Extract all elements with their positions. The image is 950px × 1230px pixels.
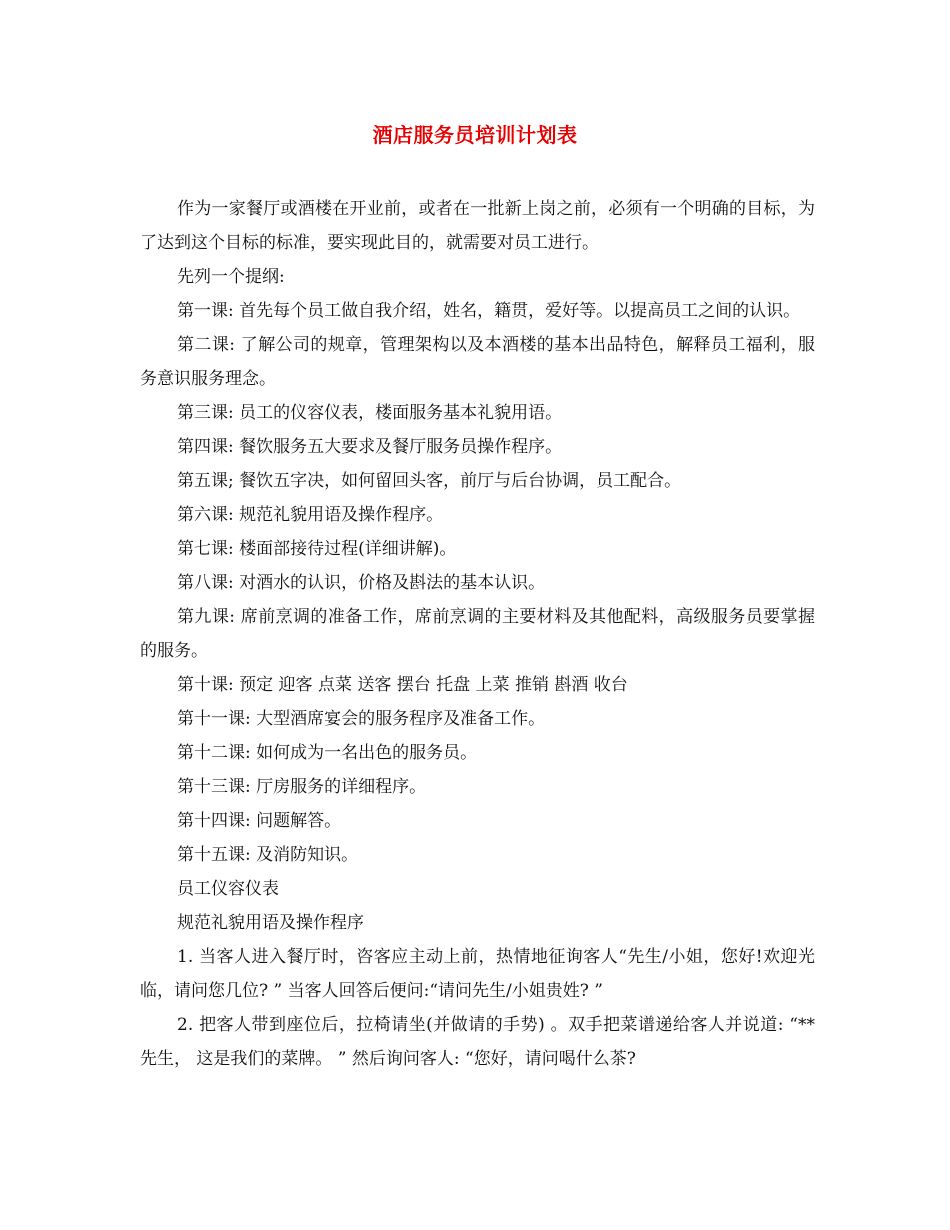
paragraph-lesson-14: 第十四课: 问题解答。	[177, 811, 342, 831]
paragraph-lesson-6: 第六课: 规范礼貌用语及操作程序。	[177, 505, 444, 525]
paragraph-step-2: 2. 把客人带到座位后，拉椅请坐(并做请的手势) 。双手把菜谱递给客人并说道: “**先生， 这是我们的菜牌。 ” 然后询问客人: “您好，请问喝什么茶?	[140, 1015, 815, 1069]
paragraph-lesson-13: 第十三课: 厅房服务的详细程序。	[177, 777, 427, 797]
section-heading-etiquette: 规范礼貌用语及操作程序	[177, 913, 364, 933]
paragraph-lesson-15: 第十五课: 及消防知识。	[177, 845, 359, 865]
paragraph-lesson-11: 第十一课: 大型酒席宴会的服务程序及准备工作。	[177, 709, 546, 729]
paragraph-lesson-5: 第五课; 餐饮五字决，如何留回头客，前厅与后台协调，员工配合。	[177, 471, 682, 491]
paragraph-lesson-1: 第一课: 首先每个员工做自我介绍，姓名，籍贯，爱好等。以提高员工之间的认识。	[177, 301, 801, 321]
paragraph-lesson-12: 第十二课: 如何成为一名出色的服务员。	[177, 743, 478, 763]
paragraph-lesson-10: 第十课: 预定 迎客 点菜 送客 摆台 托盘 上菜 推销 斟酒 收台	[177, 675, 628, 695]
document-title: 酒店服务员培训计划表	[372, 123, 578, 147]
paragraph-lesson-4: 第四课: 餐饮服务五大要求及餐厅服务员操作程序。	[177, 437, 563, 457]
paragraph-lesson-7: 第七课: 楼面部接待过程(详细讲解)。	[177, 539, 457, 559]
paragraph-lesson-2: 第二课: 了解公司的规章，管理架构以及本酒楼的基本出品特色，解释员工福利，服务意识服务理念。	[140, 335, 815, 389]
paragraph-step-1: 1. 当客人进入餐厅时，咨客应主动上前，热情地征询客人“先生/小姐，您好!欢迎光临，请问您几位? ” 当客人回答后便问:“请问先生/小姐贵姓? ”	[140, 947, 815, 1001]
paragraph-lesson-3: 第三课: 员工的仪容仪表，楼面服务基本礼貌用语。	[177, 403, 563, 423]
paragraph-lesson-8: 第八课: 对酒水的认识，价格及斟法的基本认识。	[177, 573, 546, 593]
section-heading-appearance: 员工仪容仪表	[177, 879, 279, 899]
paragraph-outline-heading: 先列一个提纲:	[177, 267, 285, 287]
paragraph-lesson-9: 第九课: 席前烹调的准备工作，席前烹调的主要材料及其他配料，高级服务员要掌握的服务。	[140, 607, 815, 661]
document-body	[140, 192, 815, 1076]
paragraph-intro: 作为一家餐厅或酒楼在开业前，或者在一批新上岗之前，必须有一个明确的目标，为了达到这个目标的标准，要实现此目的，就需要对员工进行。	[140, 199, 815, 253]
